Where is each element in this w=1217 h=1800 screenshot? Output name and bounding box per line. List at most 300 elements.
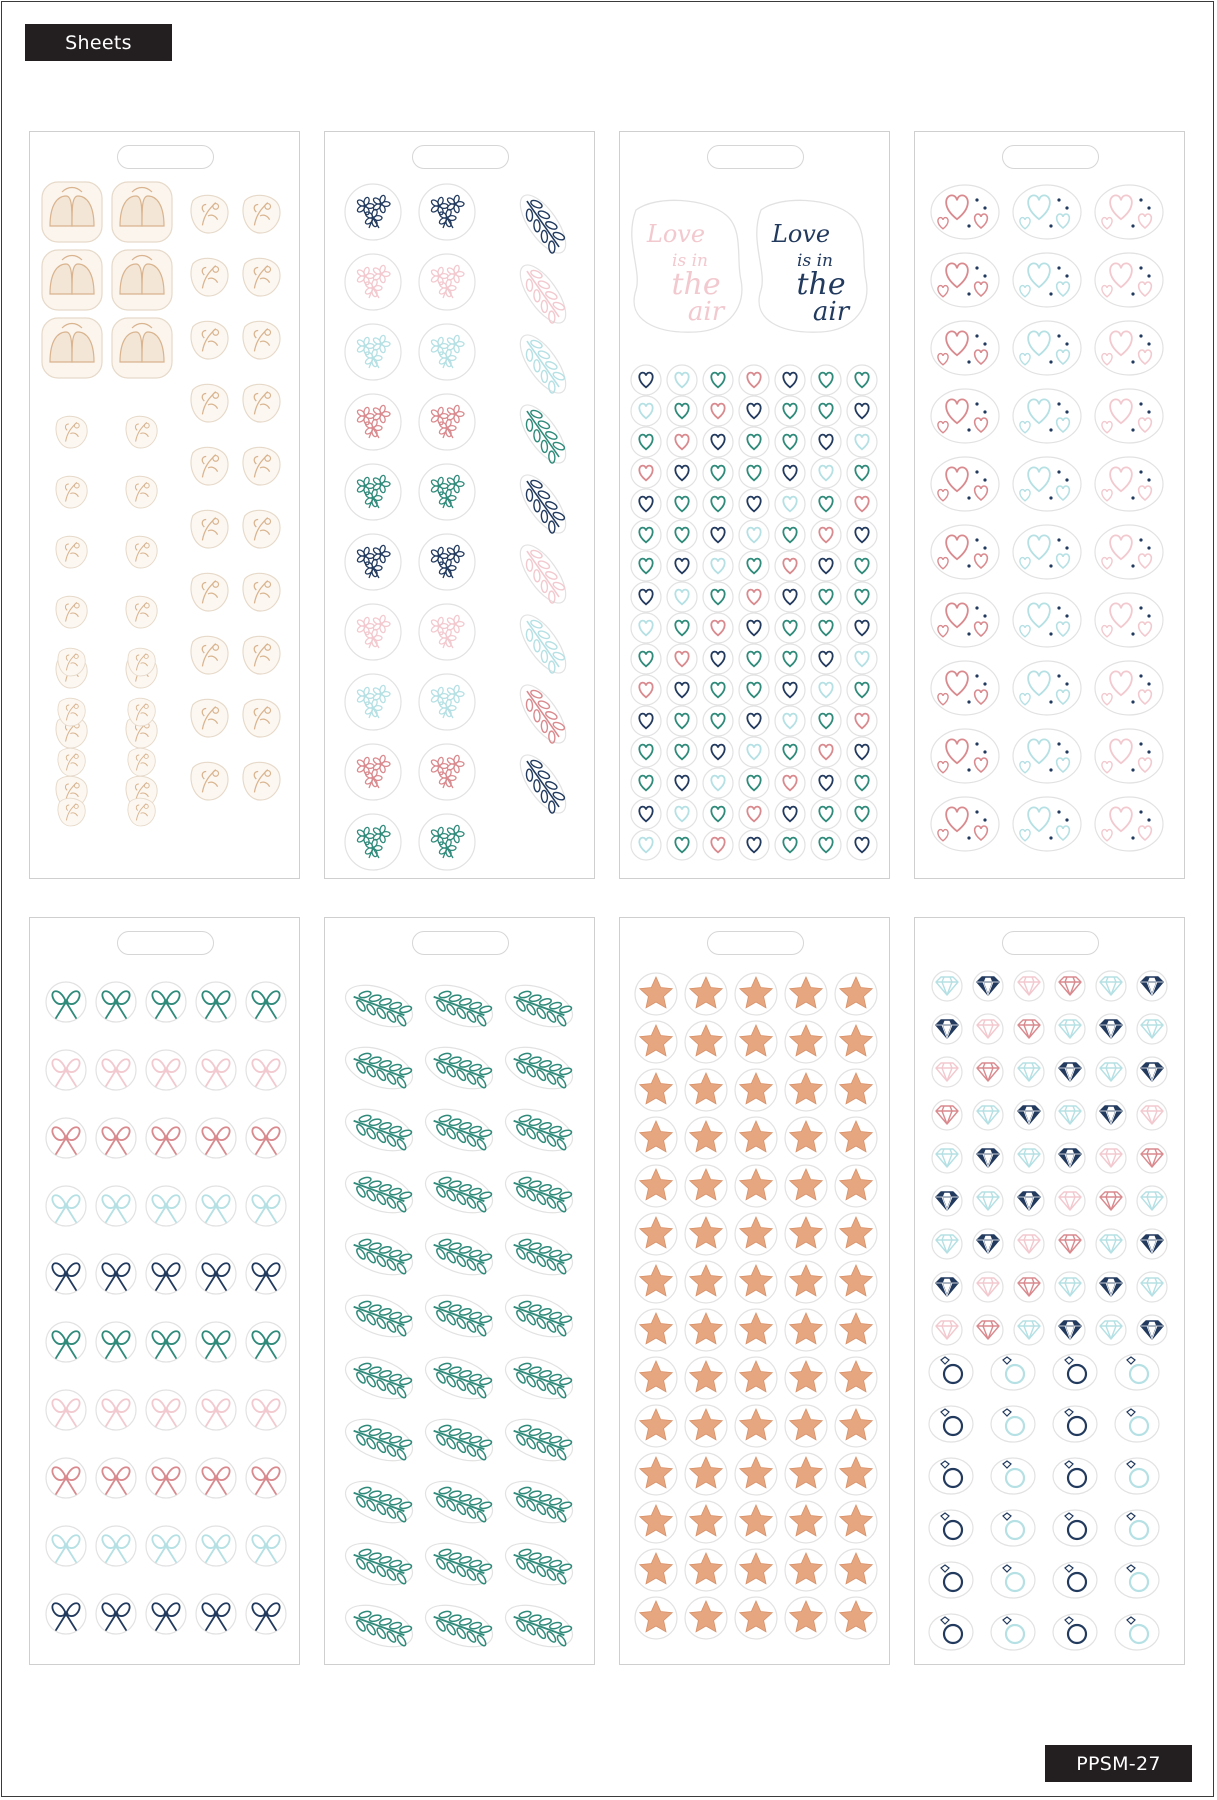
sticker-sheet-stars[interactable] <box>619 917 890 1665</box>
leaf-branch-sticker <box>512 188 574 260</box>
sticker-sheet-bows[interactable] <box>29 917 300 1665</box>
bouquet-sticker <box>345 674 401 730</box>
bouquet-sticker <box>345 324 401 380</box>
leaf-branch-sticker <box>512 538 574 610</box>
heart-cluster-sticker <box>1013 321 1081 375</box>
gold-floral-sticker <box>243 762 280 800</box>
diamond-sticker <box>932 1143 962 1173</box>
diamond-sticker <box>1096 1229 1126 1259</box>
heart-cluster-sticker <box>1013 457 1081 511</box>
ring-sticker <box>1053 1458 1097 1494</box>
diamond-sticker <box>1096 1315 1126 1345</box>
heart-sticker <box>703 644 733 674</box>
leaf-sprig-sticker <box>420 1163 498 1221</box>
gold-sprig-sticker <box>126 416 157 448</box>
heart-cluster-sticker <box>1013 729 1081 783</box>
bouquet-sticker <box>419 534 475 590</box>
heart-sticker <box>811 799 841 829</box>
heart-cluster-sticker <box>1013 593 1081 647</box>
sticker-artwork <box>620 132 891 880</box>
gold-mini-floral-sticker <box>58 698 85 726</box>
heart-sticker <box>775 365 805 395</box>
star-sticker <box>635 1261 677 1303</box>
leaf-sprig-sticker <box>340 1039 418 1097</box>
heart-sticker <box>775 458 805 488</box>
star-sticker <box>685 1309 727 1351</box>
diamond-sticker <box>1014 1186 1044 1216</box>
gold-sprig-sticker <box>126 476 157 508</box>
bouquet-sticker <box>419 814 475 870</box>
ring-sticker <box>991 1562 1035 1598</box>
heart-sticker <box>631 427 661 457</box>
ring-sticker <box>929 1406 973 1442</box>
diamond-sticker <box>932 1315 962 1345</box>
bow-sticker <box>96 1322 136 1362</box>
bow-sticker <box>246 1458 286 1498</box>
bow-sticker <box>246 1322 286 1362</box>
bow-sticker <box>146 1050 186 1090</box>
ring-sticker <box>991 1614 1035 1650</box>
diamond-sticker <box>973 1315 1003 1345</box>
star-sticker <box>785 1405 827 1447</box>
heart-sticker <box>811 613 841 643</box>
star-sticker <box>835 1117 877 1159</box>
gold-floral-sticker <box>191 195 228 233</box>
star-sticker <box>635 973 677 1015</box>
heart-sticker <box>847 675 877 705</box>
sticker-sheet-love-hearts[interactable] <box>619 131 890 879</box>
ring-sticker <box>1115 1562 1159 1598</box>
gold-mini-floral-sticker <box>58 798 85 826</box>
heart-sticker <box>847 644 877 674</box>
heart-sticker <box>739 427 769 457</box>
bouquet-sticker <box>419 254 475 310</box>
bow-sticker <box>46 1594 86 1634</box>
heart-sticker <box>631 582 661 612</box>
ring-sticker <box>1053 1562 1097 1598</box>
svg-text:the: the <box>796 267 846 302</box>
star-sticker <box>735 1021 777 1063</box>
gold-floral-sticker <box>191 447 228 485</box>
diamond-sticker <box>1055 1143 1085 1173</box>
leaf-sprig-sticker <box>340 1597 418 1655</box>
diamond-sticker <box>1096 1100 1126 1130</box>
heart-sticker <box>631 768 661 798</box>
heart-sticker <box>811 551 841 581</box>
heart-sticker <box>811 489 841 519</box>
bow-sticker <box>46 1050 86 1090</box>
diamond-sticker <box>932 1229 962 1259</box>
ring-sticker <box>1053 1510 1097 1546</box>
bow-sticker <box>196 1118 236 1158</box>
heart-sticker <box>667 613 697 643</box>
star-sticker <box>835 1069 877 1111</box>
heart-sticker <box>739 489 769 519</box>
svg-text:Love: Love <box>771 220 831 248</box>
leaf-sprig-sticker <box>500 1349 578 1407</box>
leaf-sprig-sticker <box>340 1473 418 1531</box>
heart-cluster-sticker <box>1095 593 1163 647</box>
leaf-sprig-sticker <box>420 1473 498 1531</box>
diamond-sticker <box>1137 1057 1167 1087</box>
bow-sticker <box>246 982 286 1022</box>
gold-floral-sticker <box>191 510 228 548</box>
leaf-sprig-sticker <box>500 1287 578 1345</box>
heart-sticker <box>847 737 877 767</box>
bow-sticker <box>146 1118 186 1158</box>
bow-sticker <box>196 982 236 1022</box>
heart-sticker <box>847 706 877 736</box>
svg-text:the: the <box>671 267 721 302</box>
gold-sprig-sticker <box>126 596 157 628</box>
star-sticker <box>735 1549 777 1591</box>
bow-sticker <box>46 1526 86 1566</box>
diamond-sticker <box>932 971 962 1001</box>
heart-cluster-sticker <box>1095 525 1163 579</box>
heart-sticker <box>811 520 841 550</box>
gold-floral-sticker <box>243 384 280 422</box>
heart-sticker <box>631 489 661 519</box>
bow-sticker <box>96 982 136 1022</box>
heart-sticker <box>703 551 733 581</box>
sticker-sheet-bouquets-leaves[interactable] <box>324 131 595 879</box>
heart-sticker <box>739 458 769 488</box>
bow-sticker <box>196 1186 236 1226</box>
star-sticker <box>785 1549 827 1591</box>
bouquet-sticker <box>345 814 401 870</box>
star-sticker <box>835 1357 877 1399</box>
ring-sticker <box>929 1614 973 1650</box>
gold-floral-sticker <box>243 510 280 548</box>
bow-sticker <box>96 1390 136 1430</box>
heart-sticker <box>811 365 841 395</box>
diamond-sticker <box>1055 1100 1085 1130</box>
wedding-bells-sticker <box>42 182 102 242</box>
wedding-bells-sticker <box>112 318 172 378</box>
heart-sticker <box>775 520 805 550</box>
bow-sticker <box>246 1594 286 1634</box>
star-sticker <box>785 1453 827 1495</box>
heart-sticker <box>631 675 661 705</box>
ring-sticker <box>991 1510 1035 1546</box>
heart-sticker <box>847 551 877 581</box>
heart-sticker <box>775 489 805 519</box>
diamond-sticker <box>1096 1057 1126 1087</box>
diamond-sticker <box>1014 971 1044 1001</box>
bow-sticker <box>46 982 86 1022</box>
star-sticker <box>685 1165 727 1207</box>
heart-sticker <box>703 675 733 705</box>
heart-cluster-sticker <box>931 389 999 443</box>
leaf-sprig-sticker <box>340 1101 418 1159</box>
bow-sticker <box>46 1118 86 1158</box>
star-sticker <box>635 1405 677 1447</box>
diamond-sticker <box>1096 1143 1126 1173</box>
star-sticker <box>635 1597 677 1639</box>
diamond-sticker <box>973 1272 1003 1302</box>
svg-text:is in: is in <box>672 251 708 271</box>
heart-sticker <box>703 613 733 643</box>
star-sticker <box>785 1069 827 1111</box>
diamond-sticker <box>932 1014 962 1044</box>
star-sticker <box>835 1261 877 1303</box>
heart-sticker <box>847 582 877 612</box>
heart-cluster-sticker <box>1013 185 1081 239</box>
sticker-artwork <box>30 918 301 1666</box>
bow-sticker <box>46 1458 86 1498</box>
heart-sticker <box>667 675 697 705</box>
leaf-sprig-sticker <box>340 1535 418 1593</box>
star-sticker <box>735 1597 777 1639</box>
leaf-sprig-sticker <box>340 977 418 1035</box>
leaf-sprig-sticker <box>500 1597 578 1655</box>
gold-mini-floral-sticker <box>128 748 155 776</box>
star-sticker <box>835 1501 877 1543</box>
star-sticker <box>835 1309 877 1351</box>
heart-sticker <box>739 396 769 426</box>
star-sticker <box>835 1405 877 1447</box>
ring-sticker <box>1053 1614 1097 1650</box>
bouquet-sticker <box>345 254 401 310</box>
heart-cluster-sticker <box>1095 729 1163 783</box>
leaf-sprig-sticker <box>420 1039 498 1097</box>
star-sticker <box>735 973 777 1015</box>
heart-cluster-sticker <box>1013 253 1081 307</box>
sticker-artwork <box>620 918 891 1666</box>
heart-sticker <box>703 799 733 829</box>
bow-sticker <box>146 1458 186 1498</box>
heart-sticker <box>811 396 841 426</box>
heart-sticker <box>775 737 805 767</box>
heart-sticker <box>775 644 805 674</box>
heart-sticker <box>739 830 769 860</box>
diamond-sticker <box>1055 1229 1085 1259</box>
bow-sticker <box>246 1118 286 1158</box>
star-sticker <box>835 973 877 1015</box>
heart-cluster-sticker <box>1095 253 1163 307</box>
star-sticker <box>835 1021 877 1063</box>
bow-sticker <box>246 1390 286 1430</box>
diamond-sticker <box>1055 1186 1085 1216</box>
leaf-sprig-sticker <box>500 1225 578 1283</box>
wedding-bells-sticker <box>42 250 102 310</box>
leaf-branch-sticker <box>512 258 574 330</box>
heart-sticker <box>667 520 697 550</box>
diamond-sticker <box>973 1186 1003 1216</box>
leaf-sprig-sticker <box>420 1225 498 1283</box>
heart-sticker <box>847 799 877 829</box>
heart-cluster-sticker <box>1095 321 1163 375</box>
gold-floral-sticker <box>191 384 228 422</box>
leaf-sprig-sticker <box>340 1411 418 1469</box>
heart-sticker <box>703 458 733 488</box>
leaf-sprig-sticker <box>420 1411 498 1469</box>
sticker-sheet-wedding-bells-florals[interactable] <box>29 131 300 879</box>
heart-cluster-sticker <box>931 797 999 851</box>
gold-floral-sticker <box>191 258 228 296</box>
heart-sticker <box>631 520 661 550</box>
diamond-sticker <box>973 1143 1003 1173</box>
star-sticker <box>735 1213 777 1255</box>
gold-sprig-sticker <box>126 536 157 568</box>
star-sticker <box>635 1453 677 1495</box>
ring-sticker <box>1053 1406 1097 1442</box>
bow-sticker <box>96 1186 136 1226</box>
bow-sticker <box>196 1050 236 1090</box>
star-sticker <box>685 1021 727 1063</box>
ring-sticker <box>929 1458 973 1494</box>
star-sticker <box>735 1309 777 1351</box>
star-sticker <box>635 1549 677 1591</box>
sticker-sheet-diamonds-rings[interactable] <box>914 917 1185 1665</box>
gold-mini-floral-sticker <box>128 798 155 826</box>
heart-sticker <box>667 830 697 860</box>
heart-sticker <box>703 830 733 860</box>
sticker-sheet-heart-clusters[interactable] <box>914 131 1185 879</box>
bow-sticker <box>246 1050 286 1090</box>
leaf-sprig-sticker <box>340 1163 418 1221</box>
star-sticker <box>735 1165 777 1207</box>
bow-sticker <box>146 1594 186 1634</box>
sticker-artwork <box>30 132 301 880</box>
heart-sticker <box>775 830 805 860</box>
heart-cluster-sticker <box>1013 661 1081 715</box>
diamond-sticker <box>1014 1229 1044 1259</box>
diamond-sticker <box>1137 1143 1167 1173</box>
heart-sticker <box>847 613 877 643</box>
star-sticker <box>735 1357 777 1399</box>
bouquet-sticker <box>419 604 475 660</box>
leaf-sprig-sticker <box>340 1225 418 1283</box>
heart-sticker <box>811 830 841 860</box>
heart-sticker <box>667 799 697 829</box>
heart-sticker <box>775 768 805 798</box>
star-sticker <box>685 1213 727 1255</box>
heart-cluster-sticker <box>1095 389 1163 443</box>
sticker-artwork <box>915 918 1186 1666</box>
bow-sticker <box>96 1118 136 1158</box>
diamond-sticker <box>1014 1272 1044 1302</box>
gold-floral-sticker <box>191 573 228 611</box>
heart-sticker <box>631 613 661 643</box>
diamond-sticker <box>973 1100 1003 1130</box>
heart-sticker <box>667 427 697 457</box>
bouquet-sticker <box>345 604 401 660</box>
heart-sticker <box>739 799 769 829</box>
ring-sticker <box>991 1458 1035 1494</box>
heart-sticker <box>703 365 733 395</box>
heart-sticker <box>703 582 733 612</box>
leaf-branch-sticker <box>512 678 574 750</box>
bow-sticker <box>46 1390 86 1430</box>
heart-sticker <box>703 737 733 767</box>
gold-floral-sticker <box>191 699 228 737</box>
bow-sticker <box>196 1254 236 1294</box>
diamond-sticker <box>932 1186 962 1216</box>
gold-sprig-sticker <box>56 596 87 628</box>
gold-floral-sticker <box>243 258 280 296</box>
heart-sticker <box>811 427 841 457</box>
heart-sticker <box>667 458 697 488</box>
bouquet-sticker <box>419 324 475 380</box>
star-sticker <box>635 1069 677 1111</box>
heart-sticker <box>667 489 697 519</box>
bow-sticker <box>196 1458 236 1498</box>
heart-sticker <box>631 830 661 860</box>
heart-cluster-sticker <box>931 457 999 511</box>
gold-floral-sticker <box>191 636 228 674</box>
star-sticker <box>835 1213 877 1255</box>
star-sticker <box>785 1309 827 1351</box>
leaf-sprig-sticker <box>340 1349 418 1407</box>
diamond-sticker <box>1137 1014 1167 1044</box>
bow-sticker <box>246 1526 286 1566</box>
star-sticker <box>685 1069 727 1111</box>
diamond-sticker <box>1055 1057 1085 1087</box>
star-sticker <box>685 973 727 1015</box>
diamond-sticker <box>1014 1014 1044 1044</box>
heart-sticker <box>847 489 877 519</box>
diamond-sticker <box>973 971 1003 1001</box>
star-sticker <box>735 1261 777 1303</box>
star-sticker <box>735 1453 777 1495</box>
star-sticker <box>685 1261 727 1303</box>
heart-sticker <box>847 365 877 395</box>
star-sticker <box>685 1405 727 1447</box>
ring-sticker <box>1115 1406 1159 1442</box>
sticker-sheet-leaf-sprigs[interactable] <box>324 917 595 1665</box>
heart-sticker <box>739 365 769 395</box>
bow-sticker <box>246 1186 286 1226</box>
heart-sticker <box>775 551 805 581</box>
star-sticker <box>785 1021 827 1063</box>
heart-sticker <box>739 768 769 798</box>
heart-sticker <box>667 706 697 736</box>
bow-sticker <box>196 1526 236 1566</box>
diamond-sticker <box>1096 971 1126 1001</box>
ring-sticker <box>1115 1458 1159 1494</box>
heart-sticker <box>847 768 877 798</box>
ring-sticker <box>929 1510 973 1546</box>
bow-sticker <box>96 1050 136 1090</box>
ring-sticker <box>929 1354 973 1390</box>
heart-sticker <box>775 582 805 612</box>
ring-sticker <box>929 1562 973 1598</box>
diamond-sticker <box>932 1272 962 1302</box>
star-sticker <box>635 1309 677 1351</box>
leaf-sprig-sticker <box>420 1535 498 1593</box>
sticker-artwork <box>325 918 596 1666</box>
ring-sticker <box>991 1354 1035 1390</box>
heart-cluster-sticker <box>931 253 999 307</box>
diamond-sticker <box>1137 1100 1167 1130</box>
heart-sticker <box>703 768 733 798</box>
heart-sticker <box>739 520 769 550</box>
leaf-sprig-sticker <box>500 1101 578 1159</box>
bouquet-sticker <box>345 184 401 240</box>
star-sticker <box>735 1117 777 1159</box>
star-sticker <box>635 1165 677 1207</box>
star-sticker <box>835 1453 877 1495</box>
heart-cluster-sticker <box>931 661 999 715</box>
bouquet-sticker <box>419 464 475 520</box>
heart-sticker <box>667 396 697 426</box>
heart-sticker <box>847 458 877 488</box>
star-sticker <box>785 1261 827 1303</box>
diamond-sticker <box>1014 1057 1044 1087</box>
gold-floral-sticker <box>243 195 280 233</box>
bow-sticker <box>146 1390 186 1430</box>
